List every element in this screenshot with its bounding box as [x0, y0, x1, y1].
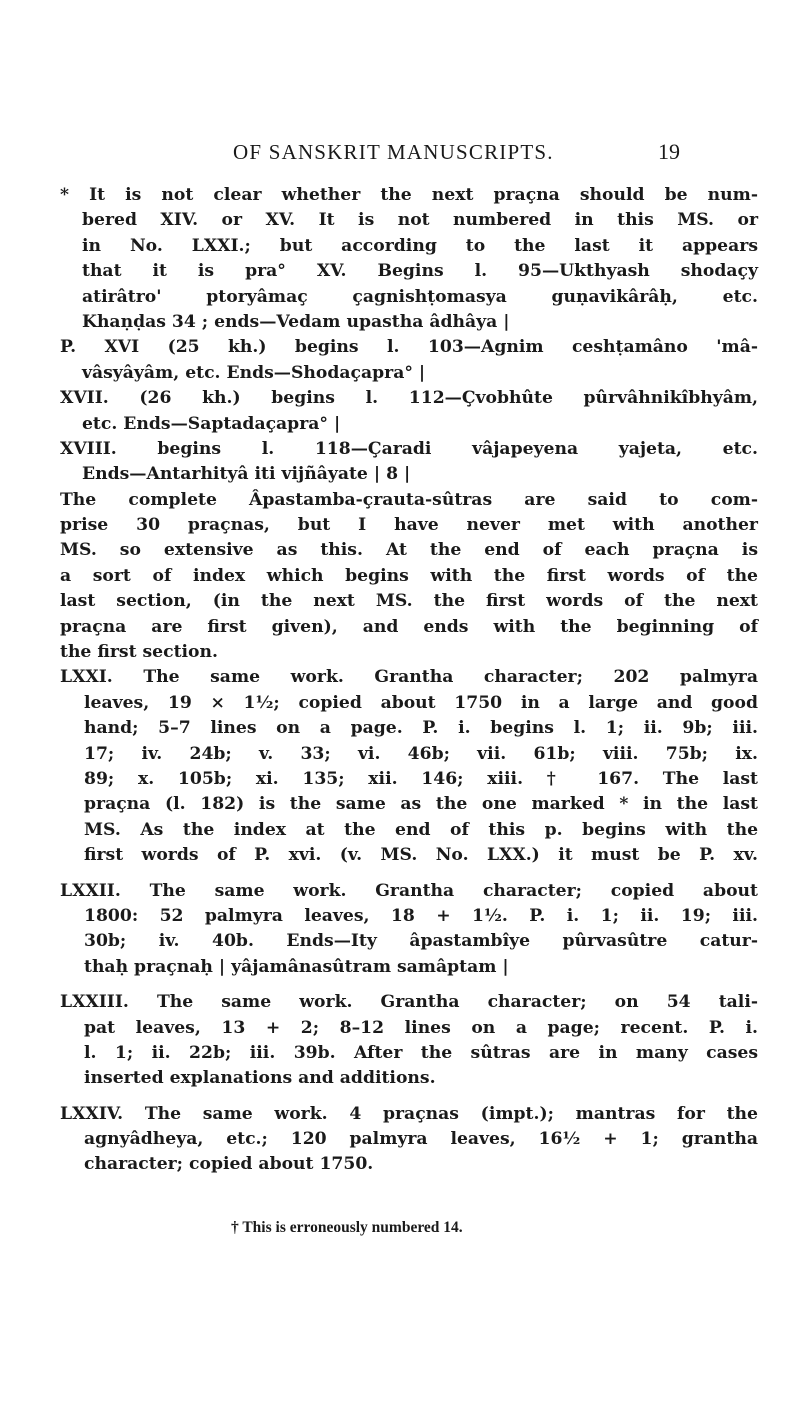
- text-line: thaḥ praçnaḥ | yâjamânasûtram samâptam |: [84, 956, 509, 977]
- text-line: P. XVI (25 kh.) begins l. 103—Agnim ceshṭamâno 'mâ-: [60, 337, 758, 358]
- paragraph-xviii: [60, 437, 758, 488]
- text-line: hand; 5–7 lines on a page. P. i. begins l. 1; ii. 9b; iii.: [84, 718, 758, 739]
- spacer: [60, 980, 758, 990]
- entry-lxxiv: [60, 1102, 758, 1178]
- page-number: 19: [658, 139, 680, 164]
- spacer: [60, 869, 758, 879]
- paragraph-xvii: [60, 386, 758, 437]
- body-text: [60, 183, 758, 1178]
- paragraph-p-xvi: [60, 335, 758, 386]
- text-line: The complete Âpastamba-çrauta-sûtras are said to com-: [60, 489, 758, 510]
- text-line: pat leaves, 13 + 2; 8–12 lines on a page; recent. P. i.: [84, 1017, 758, 1038]
- text-line: * It is not clear whether the next praçna should be num-: [60, 185, 758, 205]
- text-line: Ends—Antarhityâ iti vijñâyate | 8 |: [82, 464, 411, 485]
- text-line: MS. so extensive as this. At the end of each praçna is: [60, 540, 758, 561]
- text-line: XVII. (26 kh.) begins l. 112—Çvobhûte pûrvâhnikîbhyâm,: [60, 388, 758, 409]
- text-line: l. 1; ii. 22b; iii. 39b. After the sûtras are in many cases: [84, 1042, 758, 1063]
- text-line: MS. As the index at the end of this p. begins with the: [84, 819, 758, 840]
- text-line: LXXI. The same work. Grantha character; 202 palmyra: [60, 667, 758, 688]
- text-line: 89; x. 105b; xi. 135; xii. 146; xiii. † 167. The last: [84, 768, 758, 789]
- text-line: the first section.: [60, 642, 218, 663]
- text-line: 1800: 52 palmyra leaves, 18 + 1½. P. i. 1; ii. 19; iii.: [84, 905, 758, 926]
- spacer: [60, 1092, 758, 1102]
- running-head: [0, 136, 800, 168]
- entry-lxxi: [60, 665, 758, 868]
- text-line: Khaṇḍas 34 ; ends—Vedam upastha âdhâya |: [82, 311, 510, 332]
- text-line: character; copied about 1750.: [84, 1154, 374, 1175]
- text-line: in No. LXXI.; but according to the last it appears: [82, 235, 758, 256]
- text-line: vâsyâyâm, etc. Ends—Shodaçapra° |: [82, 362, 426, 383]
- text-line: that it is pra° XV. Begins l. 95—Ukthyash shodaçy: [82, 261, 758, 282]
- entry-lxxiii: [60, 990, 758, 1092]
- text-line: praçna (l. 182) is the same as the one marked * in the last: [84, 794, 758, 815]
- text-line: inserted explanations and additions.: [84, 1068, 436, 1089]
- text-line: first words of P. xvi. (v. MS. No. LXX.) it must be P. xv.: [84, 845, 758, 866]
- text-line: praçna are first given), and ends with the beginning of: [60, 616, 758, 637]
- text-line: leaves, 19 × 1½; copied about 1750 in a large and good: [84, 692, 758, 713]
- running-title: OF SANSKRIT MANUSCRIPTS.: [233, 140, 554, 164]
- text-line: 17; iv. 24b; v. 33; vi. 46b; vii. 61b; viii. 75b; ix.: [84, 743, 758, 764]
- text-line: bered XIV. or XV. It is not numbered in this MS. or: [82, 210, 758, 231]
- text-line: last section, (in the next MS. the first words of the next: [60, 591, 758, 612]
- paragraph-note-xiv-xv: [60, 183, 758, 335]
- text-line: 30b; iv. 40b. Ends—Ity âpastambîye pûrvasûtre catur-: [84, 931, 758, 952]
- text-line: LXXIII. The same work. Grantha character; on 54 tali-: [60, 992, 758, 1013]
- text-line: atirâtro' ptoryâmaç çagnishṭomasya guṇavikârâḥ, etc.: [82, 286, 758, 307]
- entry-lxxii: [60, 879, 758, 981]
- footnote-text: † This is erroneously numbered 14.: [231, 1219, 463, 1236]
- text-line: XVIII. begins l. 118—Çaradi vâjapeyena yajeta, etc.: [60, 438, 758, 459]
- text-line: prise 30 praçnas, but I have never met with another: [60, 515, 758, 536]
- paragraph-complete-apastamba: [60, 488, 758, 666]
- text-line: etc. Ends—Saptadaçapra° |: [82, 413, 341, 434]
- text-line: LXXII. The same work. Grantha character; copied about: [60, 880, 758, 901]
- text-line: LXXIV. The same work. 4 praçnas (impt.); mantras for the: [60, 1103, 758, 1124]
- text-line: agnyâdheya, etc.; 120 palmyra leaves, 16½ + 1; grantha: [84, 1129, 758, 1150]
- text-line: a sort of index which begins with the first words of the: [60, 565, 758, 586]
